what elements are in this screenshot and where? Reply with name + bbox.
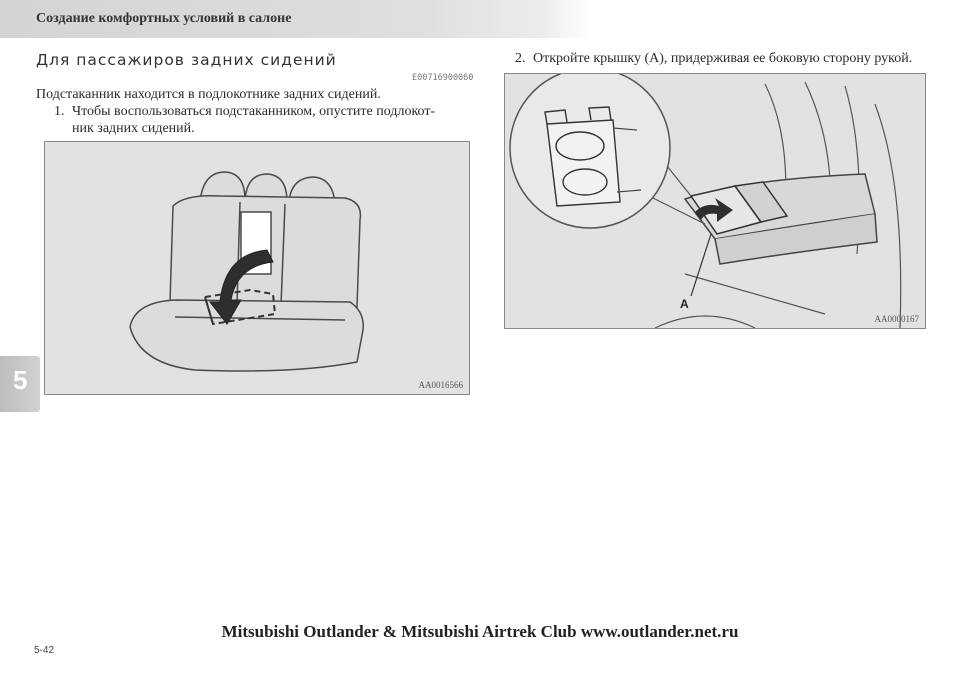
header-title: Создание комфортных условий в салоне: [36, 11, 292, 26]
chapter-tab: [0, 356, 40, 412]
step-1-number: 1.: [54, 104, 65, 119]
section-title: Для пассажиров задних сидений: [36, 51, 337, 69]
callout-label-a: A: [680, 297, 689, 311]
step-2-text: Откройте крышку (A), придерживая ее боковую сторону рукой.: [533, 51, 913, 66]
step-2: [515, 50, 945, 67]
step-1-text-line2: ник задних сидений.: [72, 121, 195, 136]
figure-cup-holder-lid: [504, 73, 926, 329]
header-band: [0, 0, 590, 38]
rear-seat-illustration: [45, 142, 469, 394]
step-1-text-line1: Чтобы воспользоваться подстаканником, опустите подлокот-: [72, 104, 436, 119]
figure-rear-seat-armrest: [44, 141, 470, 395]
page-number: 5-42: [34, 645, 55, 656]
footer-text: Mitsubishi Outlander & Mitsubishi Airtrek Club www.outlander.net.ru: [221, 622, 739, 641]
intro-paragraph: Подстаканник находится в подлокотнике задних сидений.: [36, 87, 381, 102]
step-1: [54, 103, 474, 137]
figure-1-code: AA0016566: [418, 380, 463, 390]
chapter-number: 5: [13, 365, 28, 395]
step-2-number: 2.: [515, 51, 526, 66]
cup-holder-illustration: [505, 74, 925, 328]
section-code: E00716900060: [412, 73, 474, 83]
figure-2-code: AA0000167: [874, 314, 919, 324]
